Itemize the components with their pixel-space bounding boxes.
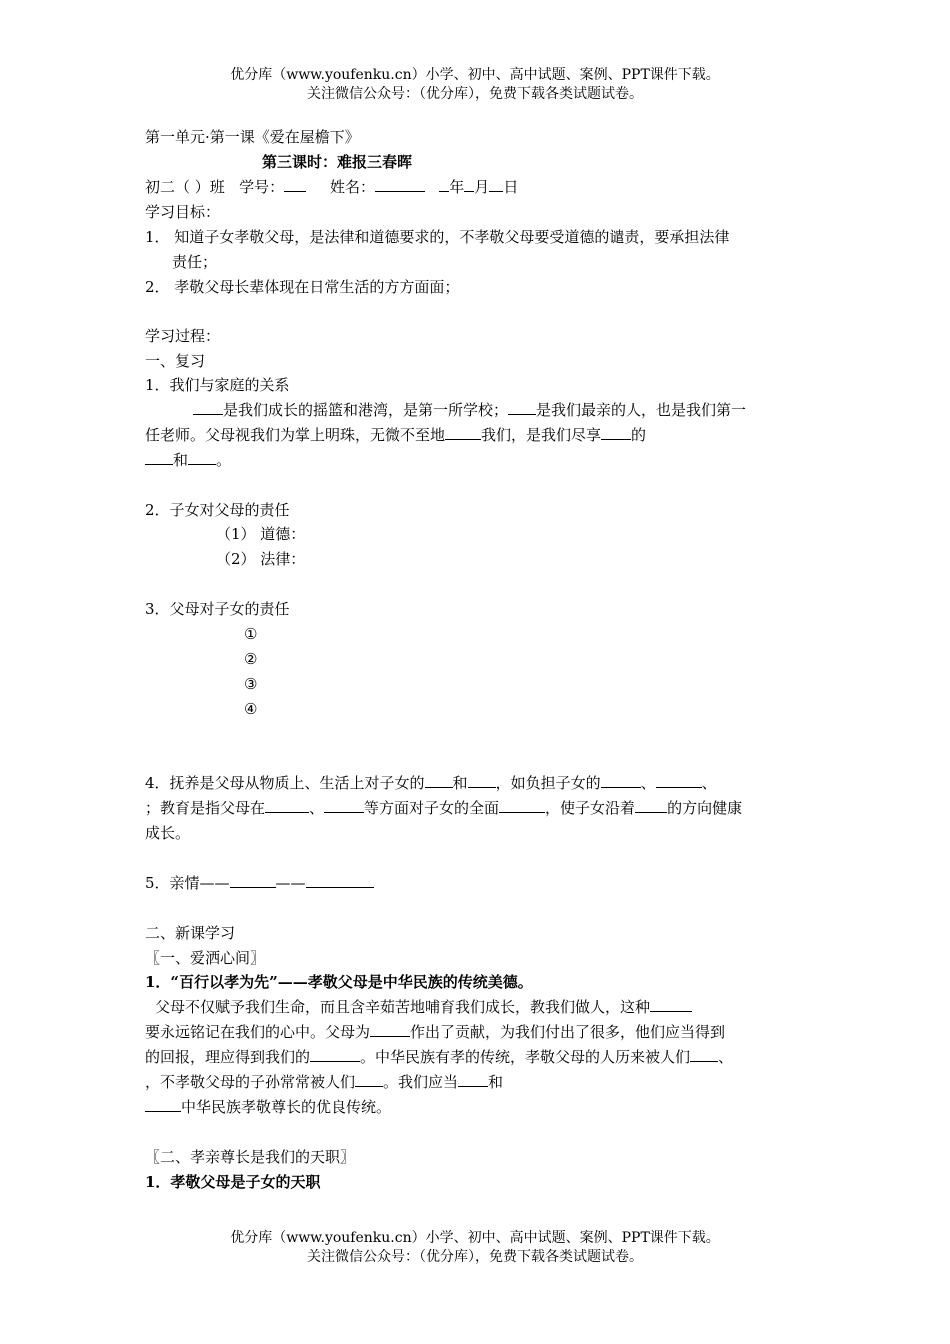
text-span: 的 xyxy=(631,426,647,444)
text-span: 和 xyxy=(173,451,189,469)
name-label: 姓名： xyxy=(329,178,375,196)
student-info-line xyxy=(145,176,518,198)
text-span: 5．亲情—— xyxy=(145,874,230,892)
unit-title: 第一单元·第一课《爱在屋檐下》 xyxy=(145,128,360,146)
year-label: 年 xyxy=(449,178,465,196)
id-label: 学号： xyxy=(239,178,285,196)
section-1-heading: 1．“百行以孝为先”——孝敬父母是中华民族的传统美德。 xyxy=(145,973,533,991)
section-2-heading: 1．孝敬父母是子女的天职 xyxy=(145,1173,321,1191)
text-span: 、 xyxy=(309,799,325,817)
text-span: 。我们应当 xyxy=(383,1073,459,1091)
review-title: 一、复习 xyxy=(145,352,206,370)
text-span: 、 xyxy=(718,1048,734,1066)
review-item-3-title: 3．父母对子女的责任 xyxy=(145,600,290,618)
text-span: 和 xyxy=(452,774,468,792)
goal-1-line-2: 责任； xyxy=(172,253,218,271)
text-span: —— xyxy=(275,874,306,892)
text-span: 中华民族孝敬尊长的优良传统。 xyxy=(181,1098,392,1116)
blank[interactable] xyxy=(445,424,481,440)
text-span: 要永远铭记在我们的心中。父母为 xyxy=(145,1023,371,1041)
text-span: 4．抚养是父母从物质上、生活上对子女的 xyxy=(145,774,425,792)
blank[interactable] xyxy=(310,1046,360,1062)
blank[interactable] xyxy=(370,1021,410,1037)
blank[interactable] xyxy=(601,424,631,440)
text-span: 的方向健康 xyxy=(667,799,743,817)
review-item-1-title: 1．我们与家庭的关系 xyxy=(145,376,290,394)
review-item-1-line-1 xyxy=(145,399,746,421)
page-header xyxy=(0,66,950,104)
blank[interactable] xyxy=(425,772,453,788)
text-span: 是我们成长的摇篮和港湾，是第一所学校； xyxy=(223,401,509,419)
review-item-1-line-2 xyxy=(145,424,646,446)
section-1-line-4 xyxy=(145,1071,503,1093)
list-item: ① xyxy=(244,625,258,643)
text-span: 。中华民族有孝的传统，孝敬父母的人历来被人们 xyxy=(360,1048,691,1066)
list-item: ② xyxy=(244,650,258,668)
review-item-5 xyxy=(145,872,374,894)
section-1-title: 〖一、爱洒心间〗 xyxy=(145,949,266,967)
header-line-2: 关注微信公众号：（优分库），免费下载各类试题试卷。 xyxy=(307,86,643,102)
blank[interactable] xyxy=(650,996,692,1012)
text-span: ，不孝敬父母的子孙常常被人们 xyxy=(145,1073,356,1091)
lesson-title: 第三课时：难报三春晖 xyxy=(262,153,413,171)
text-span: 等方面对子女的全面 xyxy=(364,799,500,817)
blank[interactable] xyxy=(265,797,309,813)
blank[interactable] xyxy=(188,449,216,465)
year-blank[interactable] xyxy=(439,176,449,192)
text-span: 父母不仅赋予我们生命，而且含辛茹苦地哺育我们成长，教我们做人，这种 xyxy=(155,998,651,1016)
section-1-line-1 xyxy=(155,996,692,1018)
text-span: 任老师。父母视我们为掌上明珠，无微不至地 xyxy=(145,426,446,444)
section-1-line-5 xyxy=(145,1096,391,1118)
blank[interactable] xyxy=(508,399,536,415)
text-span: 我们，是我们尽享 xyxy=(481,426,602,444)
name-blank[interactable] xyxy=(375,176,425,192)
text-span: ；教育是指父母在 xyxy=(145,799,266,817)
footer-line-2: 关注微信公众号：（优分库），免费下载各类试题试卷。 xyxy=(307,1249,643,1265)
list-item: ③ xyxy=(244,675,258,693)
text-span: 、 xyxy=(701,774,717,792)
text-span: ，使子女沿着 xyxy=(545,799,636,817)
text-span: 是我们最亲的人，也是我们第一 xyxy=(536,401,747,419)
text-span: 和 xyxy=(488,1073,504,1091)
blank[interactable] xyxy=(145,449,173,465)
blank[interactable] xyxy=(306,872,374,888)
review-item-4-line-2 xyxy=(145,797,742,819)
blank[interactable] xyxy=(656,772,702,788)
section-2-title: 〖二、孝亲尊长是我们的天职〗 xyxy=(145,1148,356,1166)
process-title: 学习过程： xyxy=(145,327,221,345)
blank[interactable] xyxy=(324,797,364,813)
page-footer xyxy=(0,1229,950,1267)
blank[interactable] xyxy=(193,399,223,415)
blank[interactable] xyxy=(690,1046,718,1062)
list-item: ④ xyxy=(244,700,258,718)
blank[interactable] xyxy=(145,1096,181,1112)
text-span: 作出了贡献，为我们付出了很多，他们应当得到 xyxy=(410,1023,726,1041)
text-span: 、 xyxy=(640,774,656,792)
blank[interactable] xyxy=(601,772,641,788)
review-item-4-line-3: 成长。 xyxy=(145,824,191,842)
goals-title: 学习目标： xyxy=(145,203,221,221)
blank[interactable] xyxy=(230,872,276,888)
day-label: 日 xyxy=(503,178,519,196)
day-blank[interactable] xyxy=(489,176,503,192)
review-item-2-moral: （1） 道德： xyxy=(216,525,306,543)
blank[interactable] xyxy=(458,1071,488,1087)
month-label: 月 xyxy=(474,178,490,196)
new-lesson-title: 二、新课学习 xyxy=(145,924,236,942)
review-item-2-law: （2） 法律： xyxy=(216,550,306,568)
section-1-line-3 xyxy=(145,1046,733,1068)
header-line-1: 优分库（www.youfenku.cn）小学、初中、高中试题、案例、PPT课件下载。 xyxy=(230,67,720,83)
month-blank[interactable] xyxy=(464,176,474,192)
id-blank[interactable] xyxy=(284,176,306,192)
text-span: 。 xyxy=(216,451,232,469)
goal-2: 2． 孝敬父母长辈体现在日常生活的方方面面； xyxy=(145,278,460,296)
blank[interactable] xyxy=(499,797,545,813)
text-span: 的回报，理应得到我们的 xyxy=(145,1048,311,1066)
blank[interactable] xyxy=(468,772,496,788)
goal-1-line-1: 1． 知道子女孝敬父母，是法律和道德要求的，不孝敬父母要受道德的谴责，要承担法律 xyxy=(145,228,730,246)
footer-line-1: 优分库（www.youfenku.cn）小学、初中、高中试题、案例、PPT课件下载。 xyxy=(230,1230,720,1246)
class-label: 初二（ ）班 xyxy=(145,178,225,196)
section-1-line-2 xyxy=(145,1021,725,1043)
review-item-1-line-3 xyxy=(145,449,231,471)
text-span: ，如负担子女的 xyxy=(495,774,601,792)
review-item-4-line-1 xyxy=(145,772,717,794)
blank[interactable] xyxy=(355,1071,383,1087)
blank[interactable] xyxy=(635,797,667,813)
review-item-2-title: 2．子女对父母的责任 xyxy=(145,501,290,519)
